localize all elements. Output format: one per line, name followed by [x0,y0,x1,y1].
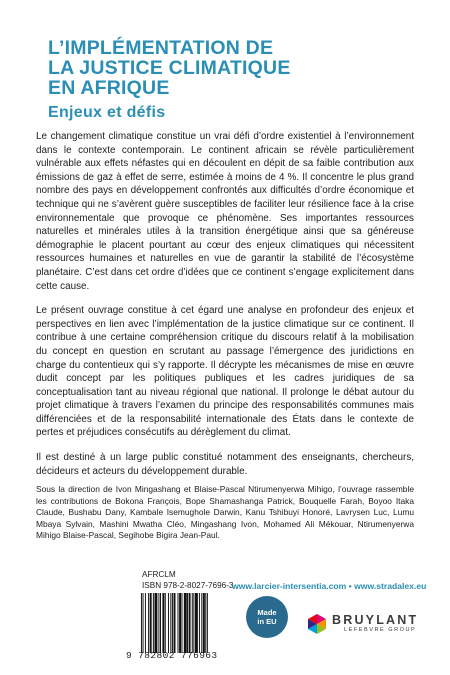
barcode [140,593,232,653]
blurb-paragraph: Le présent ouvrage constitue à cet égard une analyse en profondeur des enjeux et perspectives en lien avec l’implémentation de la justice climatique sur ce continent. Il contribue à une certaine compréhension critique du discours relatif à la mobilisation du concept en question en scrutant au passage l’émergence des juridictions en charge du contentieux qui s’y rapporte. Il décrypte les mécanismes de mise en œuvre dudit concept par les politiques publiques et les cadres juridiques de sa conceptualisation tant au niveau régional que national. Il prolonge le débat autour du projet climatique à travers l’examen du principe des responsabilités communes mais différenciées et de la responsabilité internationale des États dans le contexte de pertes et préjudices consécutifs au dérèglement du climat. [36,305,414,439]
title-line: L’IMPLÉMENTATION DE [48,37,274,59]
product-code: AFRCLM [142,570,176,579]
made-in-eu-badge [246,596,288,638]
barcode-digits: 9 782802 776963 [126,650,218,661]
badge-line: in EU [257,617,277,626]
isbn-block [142,570,234,591]
publisher-urls[interactable]: www.larcier-intersentia.com • www.stradalex.eu [232,581,427,591]
bruylant-logo-icon [306,613,328,635]
title-line: LA JUSTICE CLIMATIQUE [48,57,291,79]
publisher-name: BRUYLANT [332,613,419,627]
book-subtitle: Enjeux et défis [48,104,166,121]
blurb-paragraph: Le changement climatique constitue un vrai défi d’ordre existentiel à l’environnement dans le contexte contemporain. Le continent africain se révèle particulièrement vulnérable aux effets néfastes qui en découlent en dépit de sa faible contribution aux émissions de gaz à effet de serre, estimée à moins de 4 %. Il concentre le plus grand nombre des pays en développement confrontés aux difficultés d’ordre économique et technique qui ne s’avèrent guère susceptibles de faciliter leur résilience face à la crise environnementale que provoque ce phénomène. Ses importantes ressources naturelles et minérales utiles à la transition énergétique ainsi que sa généreuse démographie le placent pourtant au cœur des enjeux climatiques qui nécessitent ressources humaines et naturelles en vue de garantir la stabilité de l’écosystème planétaire. C’est dans cet ordre d’idées que ce continent s’engage explicitement dans cette cause. [36,131,414,292]
publisher-group: LEFEBVRE GROUP [344,627,417,633]
book-title [48,38,408,98]
contributors-note: Sous la direction de Ivon Mingashang et Blaise-Pascal Ntirumenyerwa Mihigo, l’ouvrage rassemble les contributions de Bokona François, Bope Shamashanga Patrick, Bouquelle Farah, Boyoo Itaka Claude, Bushabu Dany, Kambale Isemughole Darwin, Kanu Tshibuyi Honoré, Lavrysen Luc, Lumu Mbaya Sylvain, Mashini Mwatha Cléo, Mingashang Ivon, Mohamed Ali Mékouar, Ntirumenyerwa Mihigo Blaise-Pascal, Segihobe Bigira Jean-Paul. [36,484,414,540]
title-line: EN AFRIQUE [48,77,170,99]
isbn: ISBN 978-2-8027-7696-3 [142,580,234,590]
badge-line: Made [257,608,277,617]
blurb-paragraph: Il est destiné à un large public constitué notamment des enseignants, chercheurs, décideurs et acteurs du développement durable. [36,452,414,477]
blurb [36,130,414,489]
